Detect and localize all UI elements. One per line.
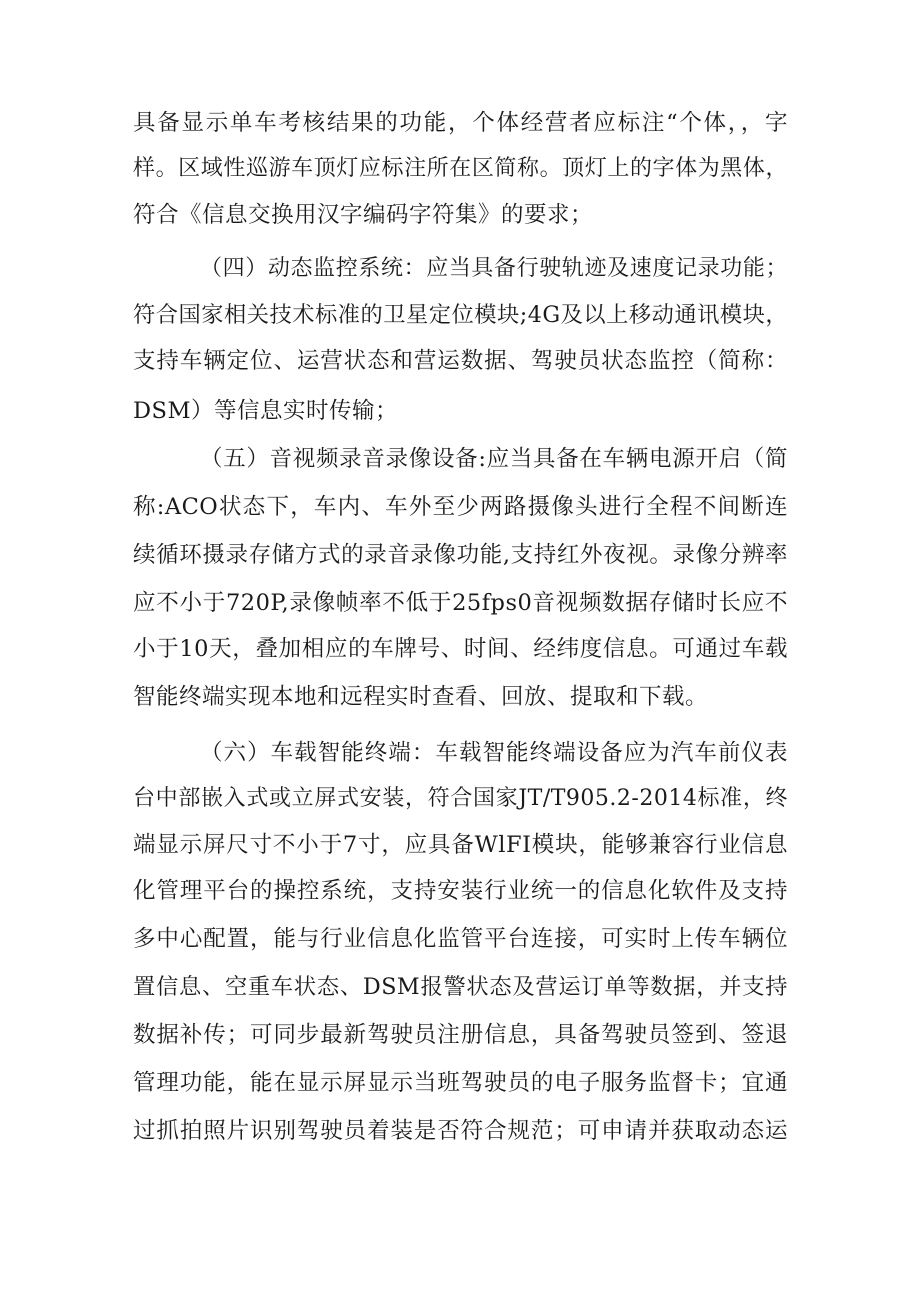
text-line: 样。区域性巡游车顶灯应标注所在区简称。顶灯上的字体为黑体， <box>133 156 788 181</box>
text-line: 台中部嵌入式或立屏式安装，符合国家JT/T905.2-2014标准，终 <box>133 786 788 811</box>
text-line: （六）车载智能终端：车载智能终端设备应为汽车前仪表 <box>200 740 788 766</box>
text-line: 具备显示单车考核结果的功能，个体经营者应标注“个体，，字 <box>133 110 788 136</box>
text-line: （五）音视频录音录像设备:应当具备在车辆电源开启（简 <box>200 446 788 472</box>
text-line: DSM）等信息实时传输； <box>133 398 398 424</box>
text-line: 数据补传；可同步最新驾驶员注册信息，具备驾驶员签到、签退 <box>133 1022 788 1048</box>
text-line: 小于10天，叠加相应的车牌号、时间、经纬度信息。可通过车载 <box>133 636 788 662</box>
text-line: 化管理平台的操控系统，支持安装行业统一的信息化软件及支持 <box>133 878 788 904</box>
text-line: 端显示屏尺寸不小于7寸，应具备WlFI模块，能够兼容行业信息 <box>133 832 788 858</box>
text-line: 置信息、空重车状态、DSM报警状态及营运订单等数据，并支持 <box>133 974 788 1000</box>
text-line: 多中心配置，能与行业信息化监管平台连接，可实时上传车辆位 <box>133 926 788 952</box>
text-line: 符合国家相关技术标准的卫星定位模块;4G及以上移动通讯模块， <box>133 302 789 328</box>
text-line: 智能终端实现本地和远程实时查看、回放、提取和下载。 <box>133 684 709 710</box>
text-line: 符合《信息交换用汉字编码字符集》的要求； <box>133 202 594 228</box>
text-line: 管理功能，能在显示屏显示当班驾驶员的电子服务监督卡；宜通 <box>133 1070 788 1096</box>
text-line: 过抓拍照片识别驾驶员着装是否符合规范；可申请并获取动态运 <box>133 1118 788 1144</box>
text-line: 应不小于720P,录像帧率不低于25fps0音视频数据存储时长应不 <box>133 590 788 616</box>
text-line: 支持车辆定位、运营状态和营运数据、驾驶员状态监控（简称： <box>133 348 788 374</box>
text-line: （四）动态监控系统：应当具备行驶轨迹及速度记录功能； <box>200 256 788 281</box>
text-line: 称:ACO状态下，车内、车外至少两路摄像头进行全程不间断连 <box>133 494 788 520</box>
text-line: 续循环摄录存储方式的录音录像功能,支持红外夜视。录像分辨率 <box>133 542 788 568</box>
